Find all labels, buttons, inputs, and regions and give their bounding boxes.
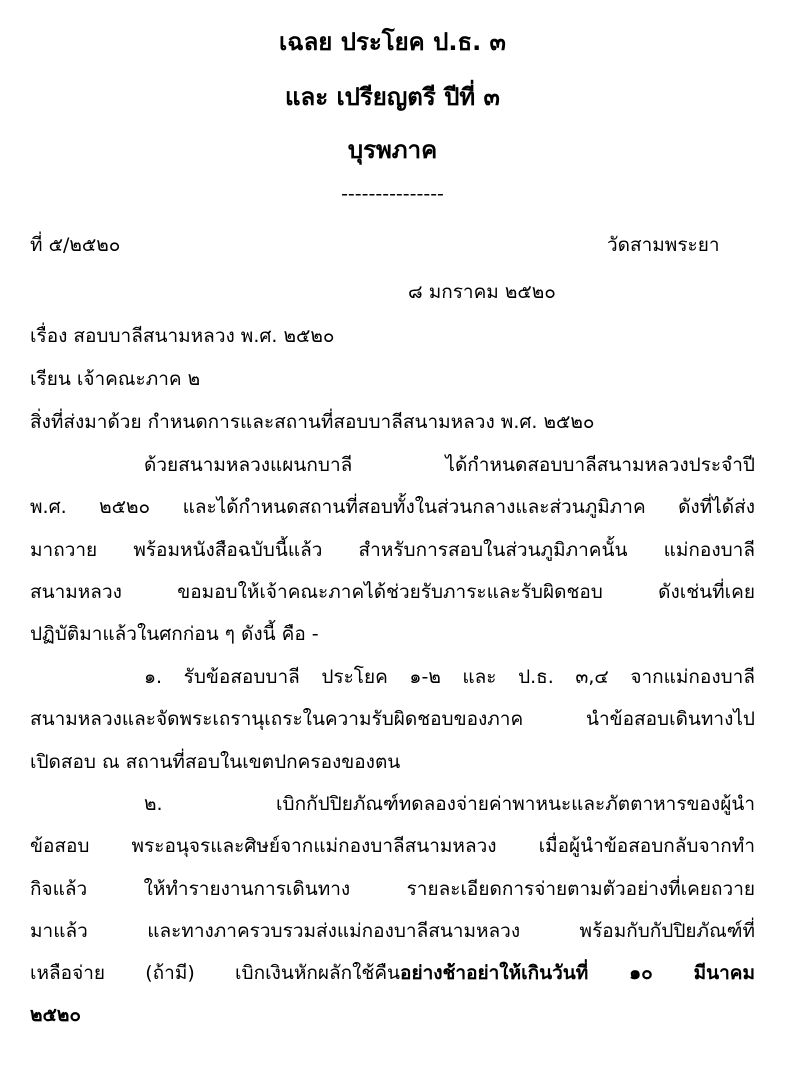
- letter-date: ๘ มกราคม ๒๕๒๐: [408, 281, 556, 303]
- paragraph-line: มาแล้ว และทางภาครวบรวมส่งแม่กองบาลีสนามหลวง พร้อมกับกัปปิยภัณฑ์ที่: [30, 919, 755, 942]
- paragraph-line: พ.ศ. ๒๕๒๐ และได้กำหนดสถานที่สอบทั้งในส่วนกลางและส่วนภูมิภาค ดังที่ได้ส่ง: [30, 496, 755, 519]
- paragraph-line: สนามหลวง ขอมอบให้เจ้าคณะภาคได้ช่วยรับภาระและรับผิดชอบ ดังเช่นที่เคย: [30, 580, 755, 603]
- paragraph-line: ปฏิบัติมาแล้วในศกก่อน ๆ ดังนี้ คือ -: [30, 623, 319, 646]
- paragraph-line-deadline: [30, 952, 755, 994]
- paragraph-line: ด้วยสนามหลวงแผนกบาลี ได้กำหนดสอบบาลีสนามหลวงประจำปี: [144, 454, 755, 476]
- paragraph-line: ๑. รับข้อสอบบาลี ประโยค ๑-๒ และ ป.ธ. ๓,๔ จากแม่กองบาลี: [144, 666, 755, 688]
- paragraph-line: กิจแล้ว ให้ทำรายงานการเดินทาง รายละเอียดการจ่ายตามตัวอย่างที่เคยถวาย: [30, 877, 755, 900]
- letter-subject: เรื่อง สอบบาลีสนามหลวง พ.ศ. ๒๕๒๐: [30, 325, 335, 347]
- letter-recipient: เรียน เจ้าคณะภาค ๒: [30, 368, 201, 390]
- paragraph-line: ๒. เบิกกัปปิยภัณฑ์ทดลองจ่ายค่าพาหนะและภัตตาหารของผู้นำ: [144, 793, 755, 815]
- paragraph-line: ข้อสอบ พระอนุจรและศิษย์จากแม่กองบาลีสนามหลวง เมื่อผู้นำข้อสอบกลับจากทำ: [30, 835, 755, 858]
- paragraph-line: เปิดสอบ ณ สถานที่สอบในเขตปกครองของตน: [30, 750, 401, 773]
- deadline-plain-text: เหลือจ่าย (ถ้ามี) เบิกเงินหักผลักใช้คืน: [30, 962, 401, 985]
- document-title-line-2: และ เปรียญตรี ปีที่ ๓: [285, 83, 500, 111]
- letter-enclosure: สิ่งที่ส่งมาด้วย กำหนดการและสถานที่สอบบาลีสนามหลวง พ.ศ. ๒๕๒๐: [30, 411, 595, 433]
- paragraph-line-year: [30, 994, 755, 1036]
- deadline-year: ๒๕๒๐: [30, 1004, 82, 1027]
- deadline-bold-text: อย่างช้าอย่าให้เกินวันที่ ๑๐ มีนาคม: [400, 962, 755, 985]
- item-2-paragraph: [30, 783, 755, 1037]
- intro-paragraph: [30, 444, 755, 655]
- paragraph-line: มาถวาย พร้อมหนังสือฉบับนี้แล้ว สำหรับการสอบในส่วนภูมิภาคนั้น แม่กองบาลี: [30, 538, 755, 561]
- letter-issuer: วัดสามพระยา: [607, 234, 720, 256]
- document-title-line-1: เฉลย ประโยค ป.ธ. ๓: [279, 28, 506, 56]
- paragraph-line: สนามหลวงและจัดพระเถรานุเถระในความรับผิดชอบของภาค นำข้อสอบเดินทางไป: [30, 708, 755, 731]
- document-title-line-3: บุรพภาค: [347, 136, 438, 164]
- item-1-paragraph: [30, 656, 755, 783]
- title-divider: ---------------: [341, 183, 444, 205]
- letter-number: ที่ ๕/๒๕๒๐: [30, 234, 121, 256]
